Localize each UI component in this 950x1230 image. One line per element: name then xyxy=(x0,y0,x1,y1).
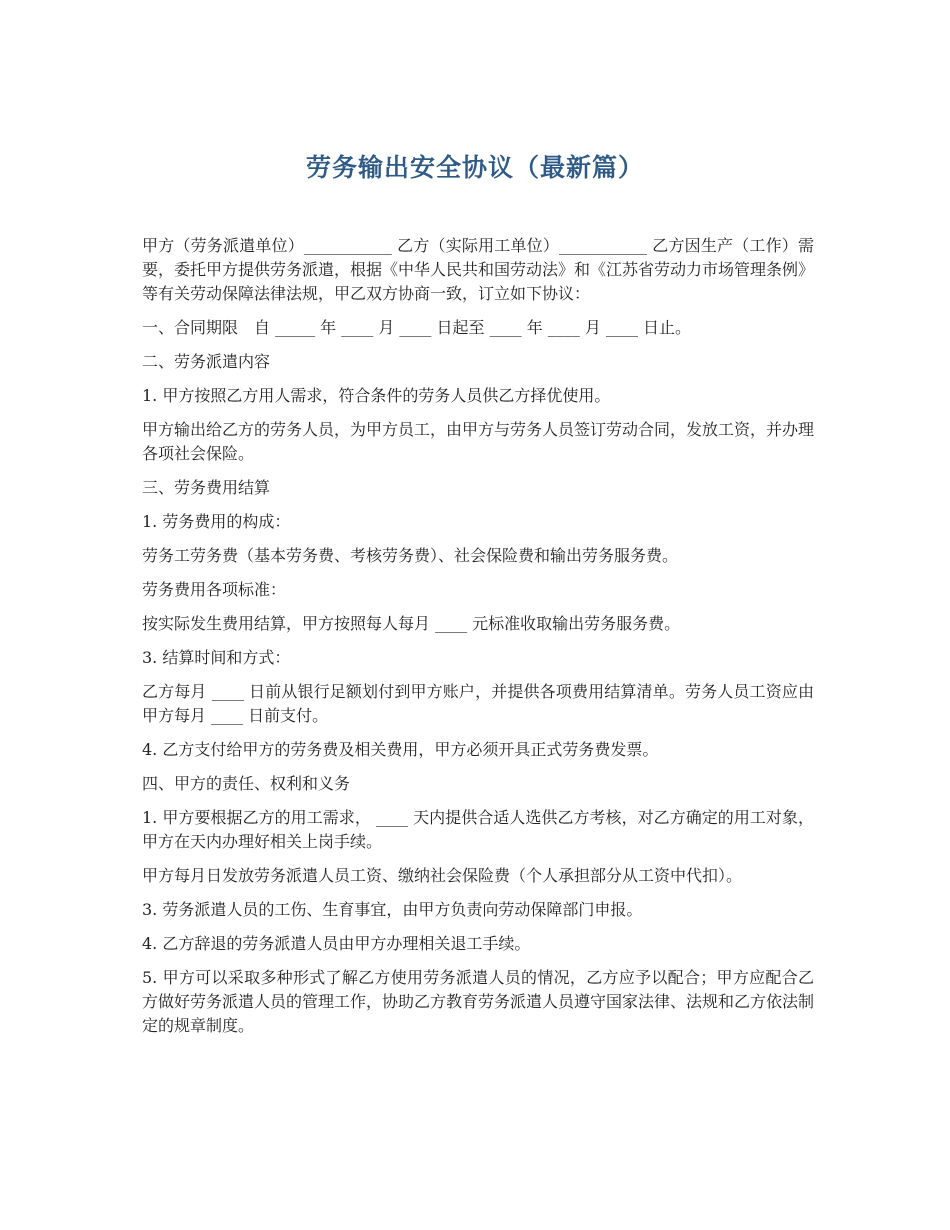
paragraph: 乙方每月 ____ 日前从银行足额划付到甲方账户，并提供各项费用结算清单。劳务人员工资应由甲方每月 ____ 日前支付。 xyxy=(142,682,814,725)
paragraph: 3. 劳务派遣人员的工伤、生育事宜，由甲方负责向劳动保障部门申报。 xyxy=(142,900,643,919)
paragraph: 劳务费用各项标准： xyxy=(142,580,287,599)
paragraph: 4. 乙方支付给甲方的劳务费及相关费用，甲方必须开具正式劳务费发票。 xyxy=(142,740,659,759)
section-heading-fees: 三、劳务费用结算 xyxy=(142,478,271,497)
paragraph: 1. 劳务费用的构成： xyxy=(142,512,291,531)
paragraph: 甲方每月日发放劳务派遣人员工资、缴纳社会保险费（个人承担部分从工资中代扣）。 xyxy=(142,866,743,885)
section-heading-content: 二、劳务派遣内容 xyxy=(142,352,271,371)
document-title: 劳务输出安全协议（最新篇） xyxy=(305,153,644,182)
paragraph: 甲方输出给乙方的劳务人员，为甲方员工，由甲方与劳务人员签订劳动合同，发放工资，并办理各项社会保险。 xyxy=(142,420,815,463)
paragraph: 5. 甲方可以采取多种形式了解乙方使用劳务派遣人员的情况，乙方应予以配合；甲方应配合乙方做好劳务派遣人员的管理工作，协助乙方教育劳务派遣人员遵守国家法律、法规和乙方依法制定的规章制度。 xyxy=(142,968,815,1035)
section-heading-term: 一、合同期限 自 _____ 年 ____ 月 ____ 日起至 ____ 年 ____ 月 ____ 日止。 xyxy=(142,318,692,337)
paragraph: 4. 乙方辞退的劳务派遣人员由甲方办理相关退工手续。 xyxy=(142,934,531,953)
section-heading-party-a: 四、甲方的责任、权利和义务 xyxy=(142,774,351,793)
paragraph: 按实际发生费用结算，甲方按照每人每月 ____ 元标准收取输出劳务服务费。 xyxy=(142,614,681,633)
paragraph-intro: 甲方（劳务派遣单位）___________ 乙方（实际用工单位）___________ 乙方因生产（工作）需要，委托甲方提供劳务派遣，根据《中华人民共和国劳动法》和《江苏省劳动力市场管理条例》等有关劳动保障法律法规，甲乙双方协商一致，订立如下协议： xyxy=(142,236,815,303)
paragraph: 1. 甲方按照乙方用人需求，符合条件的劳务人员供乙方择优使用。 xyxy=(142,386,611,405)
document-body xyxy=(142,234,814,1048)
paragraph: 3. 结算时间和方式： xyxy=(142,648,291,667)
paragraph: 劳务工劳务费（基本劳务费、考核劳务费）、社会保险费和输出劳务服务费。 xyxy=(142,546,679,565)
paragraph: 1. 甲方要根据乙方的用工需求， ____ 天内提供合适人选供乙方考核，对乙方确定的用工对象，甲方在天内办理好相关上岗手续。 xyxy=(142,808,814,851)
